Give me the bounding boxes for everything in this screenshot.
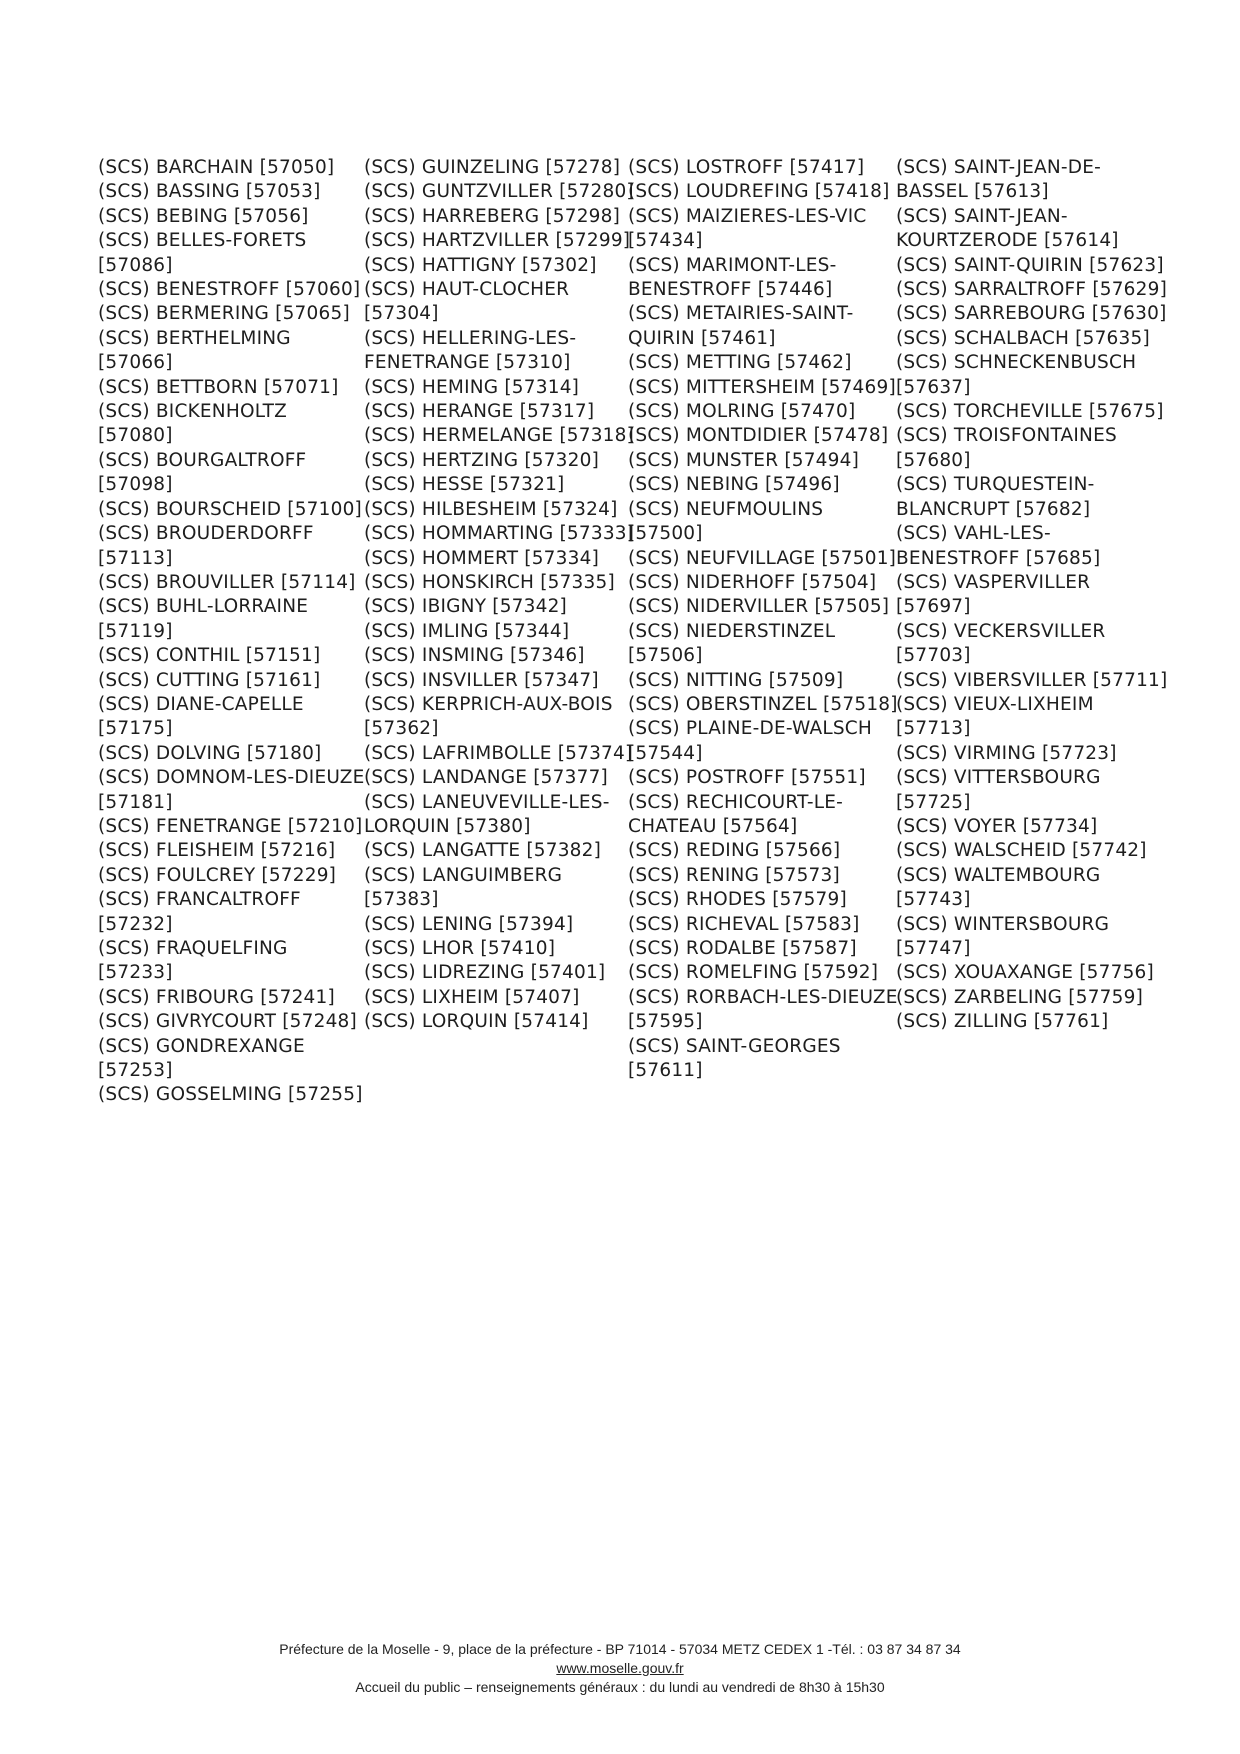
list-item: (SCS) LANGUIMBERG [57383]	[364, 864, 563, 911]
list-item: (SCS) WINTERSBOURG [57747]	[896, 913, 1110, 959]
list-item: (SCS) BOURGALTROFF [57098]	[98, 449, 307, 496]
list-item: (SCS) DOMNOM-LES-DIEUZE [57181]	[98, 767, 365, 813]
list-item: (SCS) SARREBOURG [57630]	[896, 303, 1167, 325]
list-item: (SCS) METTING [57462]	[628, 352, 852, 374]
list-item: (SCS) REDING [57566]	[628, 840, 841, 862]
list-item: (SCS) SCHALBACH [57635]	[896, 327, 1150, 349]
list-item: (SCS) TROISFONTAINES [57680]	[896, 425, 1117, 471]
list-item: (SCS) SAINT-JEAN-DE-BASSEL [57613]	[896, 157, 1101, 203]
list-item: (SCS) FOULCREY [57229]	[98, 864, 337, 886]
list-item: (SCS) NIDERHOFF [57504]	[628, 571, 877, 593]
list-item: (SCS) SAINT-JEAN-KOURTZERODE [57614]	[896, 205, 1119, 252]
list-item: (SCS) VOYER [57734]	[896, 815, 1098, 837]
commune-list	[0, 156, 1240, 1176]
list-item: (SCS) OBERSTINZEL [57518]	[628, 693, 898, 715]
list-item: (SCS) NIDERVILLER [57505]	[628, 596, 890, 618]
list-item: (SCS) BROUVILLER [57114]	[98, 571, 356, 593]
list-item: (SCS) FRAQUELFING [57233]	[98, 938, 288, 984]
list-item: (SCS) DOLVING [57180]	[98, 742, 322, 764]
list-item: (SCS) VITTERSBOURG [57725]	[896, 767, 1101, 813]
list-item: (SCS) KERPRICH-AUX-BOIS [57362]	[364, 693, 613, 740]
list-item: (SCS) INSVILLER [57347]	[364, 669, 599, 691]
list-item: (SCS) LORQUIN [57414]	[364, 1011, 589, 1033]
list-item: (SCS) IMLING [57344]	[364, 620, 570, 642]
list-item: (SCS) INSMING [57346]	[364, 645, 585, 667]
list-item: (SCS) NEBING [57496]	[628, 474, 840, 496]
list-item: (SCS) NEUFVILLAGE [57501]	[628, 547, 897, 569]
list-item: (SCS) BERMERING [57065]	[98, 303, 350, 325]
list-item: (SCS) PLAINE-DE-WALSCH [57544]	[628, 718, 872, 764]
list-item: (SCS) METAIRIES-SAINT-QUIRIN [57461]	[628, 303, 854, 349]
list-item: (SCS) LANDANGE [57377]	[364, 767, 608, 789]
list-item: (SCS) RICHEVAL [57583]	[628, 913, 860, 935]
list-item: (SCS) FLEISHEIM [57216]	[98, 840, 336, 862]
commune-column-1	[98, 156, 366, 1108]
list-item: (SCS) HERANGE [57317]	[364, 401, 595, 423]
list-item: (SCS) BICKENHOLTZ [57080]	[98, 401, 288, 447]
list-item: (SCS) LANGATTE [57382]	[364, 840, 602, 862]
list-item: (SCS) WALTEMBOURG [57743]	[896, 864, 1101, 911]
list-item: (SCS) LANEUVEVILLE-LES-LORQUIN [57380]	[364, 791, 610, 837]
list-item: (SCS) GUINZELING [57278]	[364, 157, 621, 178]
list-item: (SCS) BELLES-FORETS [57086]	[98, 230, 307, 276]
list-item: (SCS) HELLERING-LES-FENETRANGE [57310]	[364, 327, 577, 374]
list-item: (SCS) TORCHEVILLE [57675]	[896, 401, 1164, 423]
list-item: (SCS) GOSSELMING [57255]	[98, 1084, 363, 1106]
list-item: (SCS) CUTTING [57161]	[98, 669, 321, 691]
list-item: (SCS) MONTDIDIER [57478]	[628, 425, 889, 447]
list-item: (SCS) MOLRING [57470]	[628, 401, 856, 423]
list-item: (SCS) VECKERSVILLER [57703]	[896, 620, 1106, 667]
list-item: (SCS) LOUDREFING [57418]	[628, 181, 890, 203]
list-item: (SCS) HEMING [57314]	[364, 376, 580, 398]
list-item: (SCS) BENESTROFF [57060]	[98, 279, 361, 301]
list-item: (SCS) HATTIGNY [57302]	[364, 254, 597, 276]
list-item: (SCS) BUHL-LORRAINE [57119]	[98, 596, 309, 642]
list-item: (SCS) FENETRANGE [57210]	[98, 815, 363, 837]
list-item: (SCS) BARCHAIN [57050]	[98, 157, 335, 178]
list-item: (SCS) VIEUX-LIXHEIM [57713]	[896, 693, 1094, 740]
list-item: (SCS) VIRMING [57723]	[896, 742, 1117, 764]
list-item: (SCS) HESSE [57321]	[364, 474, 565, 496]
list-item: (SCS) HOMMERT [57334]	[364, 547, 599, 569]
list-item: (SCS) HOMMARTING [57333]	[364, 523, 635, 545]
list-item: (SCS) HAUT-CLOCHER [57304]	[364, 279, 570, 325]
list-item: (SCS) BERTHELMING [57066]	[98, 327, 291, 374]
list-item: (SCS) LHOR [57410]	[364, 938, 556, 959]
list-item: (SCS) MAIZIERES-LES-VIC [57434]	[628, 205, 867, 252]
list-item: (SCS) TURQUESTEIN-BLANCRUPT [57682]	[896, 474, 1095, 520]
list-item: (SCS) LIDREZING [57401]	[364, 962, 606, 984]
list-item: (SCS) BEBING [57056]	[98, 205, 309, 227]
list-item: (SCS) LIXHEIM [57407]	[364, 986, 580, 1008]
list-item: (SCS) HERTZING [57320]	[364, 449, 599, 471]
list-item: (SCS) BROUDERDORFF [57113]	[98, 523, 314, 569]
list-item: (SCS) FRIBOURG [57241]	[98, 986, 335, 1008]
list-item: (SCS) NEUFMOULINS [57500]	[628, 498, 824, 545]
list-item: (SCS) RECHICOURT-LE-CHATEAU [57564]	[628, 791, 844, 837]
footer-address: Préfecture de la Moselle - 9, place de la préfecture - BP 71014 - 57034 METZ CEDEX 1 -Tél. : 03 87 34 87 34	[279, 1641, 961, 1657]
footer-opening-hours: Accueil du public – renseignements généraux : du lundi au vendredi de 8h30 à 15h30	[355, 1679, 885, 1695]
list-item: (SCS) MUNSTER [57494]	[628, 449, 860, 471]
commune-column-3	[628, 156, 898, 1083]
list-item: (SCS) HARREBERG [57298]	[364, 205, 621, 227]
list-item: (SCS) VAHL-LES-BENESTROFF [57685]	[896, 523, 1101, 569]
list-item: (SCS) GONDREXANGE [57253]	[98, 1035, 305, 1082]
list-item: (SCS) NIEDERSTINZEL [57506]	[628, 620, 836, 667]
list-item: (SCS) SAINT-QUIRIN [57623]	[896, 254, 1164, 276]
list-item: (SCS) CONTHIL [57151]	[98, 645, 321, 667]
list-item: (SCS) VIBERSVILLER [57711]	[896, 669, 1168, 691]
list-item: (SCS) GIVRYCOURT [57248]	[98, 1011, 357, 1033]
commune-column-4	[896, 156, 1168, 1035]
list-item: (SCS) SARRALTROFF [57629]	[896, 279, 1168, 301]
list-item: (SCS) SAINT-GEORGES [57611]	[628, 1035, 841, 1082]
list-item: (SCS) HILBESHEIM [57324]	[364, 498, 618, 520]
list-item: (SCS) LAFRIMBOLLE [57374]	[364, 742, 633, 764]
list-item: (SCS) BASSING [57053]	[98, 181, 321, 203]
list-item: (SCS) FRANCALTROFF [57232]	[98, 889, 301, 935]
list-item: (SCS) MARIMONT-LES-BENESTROFF [57446]	[628, 254, 837, 301]
list-item: (SCS) WALSCHEID [57742]	[896, 840, 1147, 862]
list-item: (SCS) MITTERSHEIM [57469]	[628, 376, 896, 398]
list-item: (SCS) ZILLING [57761]	[896, 1011, 1109, 1033]
list-item: (SCS) DIANE-CAPELLE [57175]	[98, 693, 304, 740]
list-item: (SCS) GUNTZVILLER [57280]	[364, 181, 634, 203]
list-item: (SCS) NITTING [57509]	[628, 669, 844, 691]
list-item: (SCS) RODALBE [57587]	[628, 938, 857, 959]
list-item: (SCS) LOSTROFF [57417]	[628, 157, 865, 178]
list-item: (SCS) VASPERVILLER [57697]	[896, 571, 1091, 618]
list-item: (SCS) BETTBORN [57071]	[98, 376, 339, 398]
list-item: (SCS) POSTROFF [57551]	[628, 767, 866, 789]
list-item: (SCS) XOUAXANGE [57756]	[896, 962, 1154, 984]
list-item: (SCS) SCHNECKENBUSCH [57637]	[896, 352, 1137, 398]
footer-website-link[interactable]: www.moselle.gouv.fr	[556, 1660, 684, 1676]
list-item: (SCS) LENING [57394]	[364, 913, 574, 935]
list-item: (SCS) BOURSCHEID [57100]	[98, 498, 362, 520]
list-item: (SCS) HONSKIRCH [57335]	[364, 571, 615, 593]
commune-column-2	[364, 156, 636, 1035]
list-item: (SCS) RHODES [57579]	[628, 889, 847, 911]
list-item: (SCS) IBIGNY [57342]	[364, 596, 567, 618]
page-footer	[0, 1640, 1240, 1697]
list-item: (SCS) ZARBELING [57759]	[896, 986, 1143, 1008]
list-item: (SCS) HERMELANGE [57318]	[364, 425, 635, 447]
list-item: (SCS) ROMELFING [57592]	[628, 962, 879, 984]
list-item: (SCS) RENING [57573]	[628, 864, 840, 886]
list-item: (SCS) HARTZVILLER [57299]	[364, 230, 631, 252]
list-item: (SCS) RORBACH-LES-DIEUZE [57595]	[628, 986, 898, 1033]
